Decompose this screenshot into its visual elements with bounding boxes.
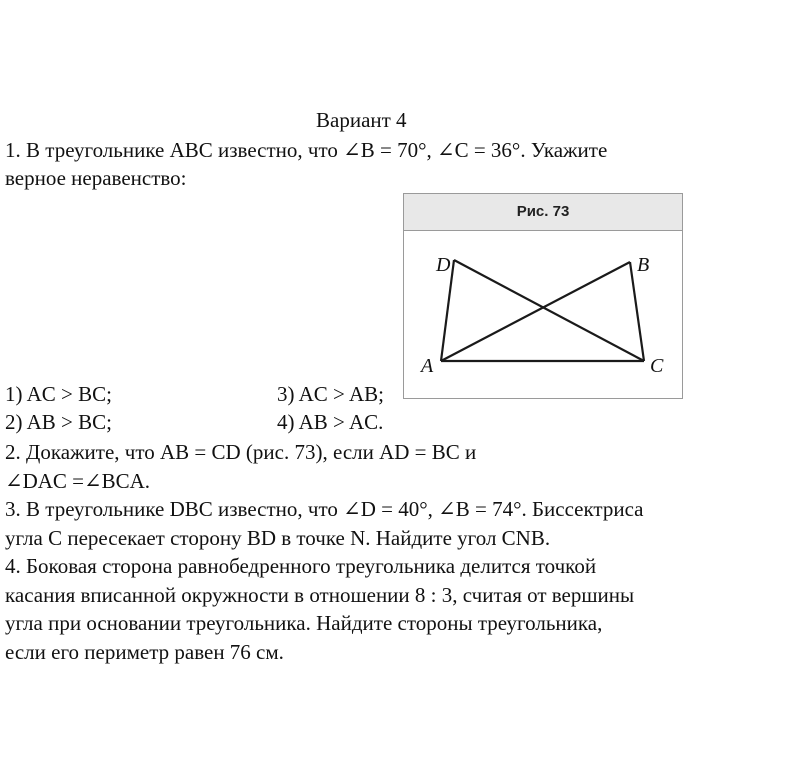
figure-lines bbox=[441, 260, 644, 361]
task4-line1: 4. Боковая сторона равнобедренного треугольника делится точкой bbox=[5, 554, 597, 578]
task1-option2: 2) AB > BC; bbox=[5, 410, 112, 434]
segment-DC bbox=[454, 260, 644, 361]
task3-line2: угла C пересекает сторону BD в точке N. Найдите угол CNB. bbox=[5, 526, 551, 550]
task2-line2: ∠DAC =∠BCA. bbox=[5, 469, 151, 493]
segment-CB bbox=[630, 262, 644, 361]
task1-option1: 1) AC > BC; bbox=[5, 382, 112, 406]
task1-option3: 3) AC > AB; bbox=[277, 382, 384, 406]
task3-line1: 3. В треугольнике DBC известно, что ∠D = 40°, ∠B = 74°. Биссектриса bbox=[5, 497, 644, 521]
figure-73 bbox=[403, 193, 683, 399]
figure-caption: Рис. 73 bbox=[404, 194, 682, 231]
figure-diagram bbox=[404, 194, 682, 398]
label-D: D bbox=[436, 254, 451, 276]
task1-line2: верное неравенство: bbox=[5, 166, 187, 190]
task1-option4: 4) AB > AC. bbox=[277, 410, 384, 434]
variant-title: Вариант 4 bbox=[316, 108, 407, 132]
task4-line3: угла при основании треугольника. Найдите стороны треугольника, bbox=[5, 611, 603, 635]
task2-line1: 2. Докажите, что AB = CD (рис. 73), если AD = BC и bbox=[5, 440, 477, 464]
label-C: C bbox=[650, 355, 664, 377]
label-B: B bbox=[637, 254, 650, 276]
task4-line2: касания вписанной окружности в отношении 8 : 3, считая от вершины bbox=[5, 583, 635, 607]
task4-line4: если его периметр равен 76 см. bbox=[5, 640, 284, 664]
segment-AB bbox=[441, 262, 630, 361]
label-A: A bbox=[421, 355, 434, 377]
task1-line1: 1. В треугольнике ABC известно, что ∠B = 70°, ∠C = 36°. Укажите bbox=[5, 138, 608, 162]
